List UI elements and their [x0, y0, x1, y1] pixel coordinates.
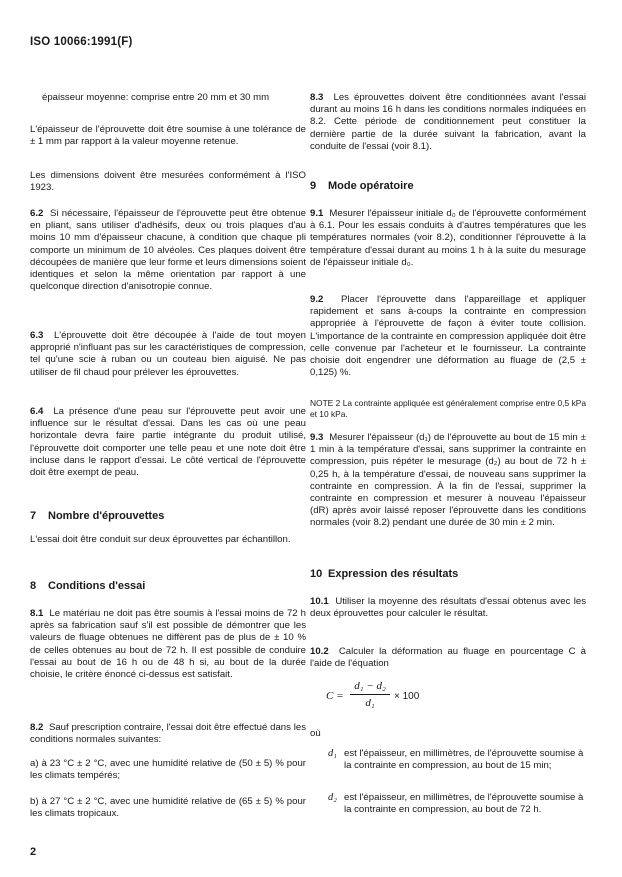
tolerance-paragraph: L'épaisseur de l'éprouvette doit être soumise à une tolérance de ± 1 mm par rapport à la valeur moyenne retenue.: [30, 124, 306, 148]
clause-8-3: [310, 92, 586, 153]
section-title: Expression des résultats: [328, 568, 459, 580]
definition-text: est l'épaisseur, en millimètres, de l'éprouvette soumise à la contrainte en compression, au bout de 72 h.: [344, 792, 584, 816]
note-2: NOTE 2 La contrainte appliquée est généralement comprise entre 0,5 kPa et 10 kPa.: [310, 398, 586, 419]
section-number: 9: [310, 180, 317, 192]
clause-number: 9.2: [310, 294, 324, 305]
section-9-heading: [310, 180, 586, 192]
clause-number: 8.3: [310, 92, 324, 103]
page-number: 2: [30, 846, 37, 858]
where-label: où: [310, 728, 321, 739]
clause-text: Calculer la déformation au fluage en pourcentage C à l'aide de l'équation: [310, 646, 586, 670]
clause-text: Le matériau ne doit pas être soumis à l'essai moins de 72 h après sa fabrication sauf s'il est possible de démontrer que les valeurs de fluage obtenues ne diffèrent pas de plus de ± 10 % de celles obtenues au bout de 72 h. Il est possible de conduire l'essai au bout de 16 h ou de 48 h si, au bout de la durée choisie, le critère énoncé ci-dessus est satisfait.: [30, 608, 306, 681]
clause-number: 10.1: [310, 596, 329, 607]
clause-10-1: [310, 596, 586, 620]
clause-number: 9.3: [310, 432, 324, 443]
clause-text: Les éprouvettes doivent être conditionnées avant l'essai durant au moins 16 h dans les conditions normales indiquées en 8.2. Cette période de conditionnement peut constituer la dernière partie de la durée suivant la fabrication, avant la conduite de l'essai (voir 8.1).: [310, 92, 586, 152]
formula-rhs: × 100: [394, 691, 420, 702]
clause-10-2: [310, 646, 586, 670]
clause-6-4: [30, 406, 306, 479]
definition-text: est l'épaisseur, en millimètres, de l'éprouvette soumise à la contrainte en compression, au bout de 15 min;: [344, 748, 584, 772]
clause-text: Sauf prescription contraire, l'essai doit être effectué dans les conditions normales suivantes:: [30, 722, 306, 746]
clause-9-2: [310, 294, 586, 379]
section-8-heading: [30, 580, 306, 592]
clause-number: 6.3: [30, 330, 44, 341]
formula-denominator: d₁: [365, 697, 375, 710]
definition-d2: [310, 792, 586, 832]
section-number: 10: [310, 568, 323, 580]
clause-text: Si nécessaire, l'épaisseur de l'éprouvette peut être obtenue en pliant, sans utiliser d'adhésifs, deux ou trois plaques d'au moins 10 mm d'épaisseur chacune, à condition que chaque pli comporte un minimum de 10 alvéoles. Ces plaques doivent être découpées de manière que leur forme et leurs dimensions soient identiques et selon la même orientation par rapport à une quelconque direction d'anisotropie connue.: [30, 208, 306, 293]
clause-text: Utiliser la moyenne des résultats d'essai obtenus avec les deux éprouvettes pour calculer le résultat.: [310, 596, 586, 620]
definition-symbol: d₂: [328, 792, 337, 803]
dimensions-paragraph: Les dimensions doivent être mesurées conformément à l'ISO 1923.: [30, 170, 306, 194]
clause-text: Mesurer l'épaisseur initiale d₀ de l'éprouvette conformément à 6.1. Pour les essais conduits à d'autres températures que les températures normales (voir 8.2), conditionner l'éprouvette à la température d'essai durant au moins 1 h à la suite du mesurage de l'épaisseur initiale d₀.: [310, 208, 586, 268]
clause-number: 8.2: [30, 722, 44, 733]
clause-9-1: [310, 208, 586, 269]
section-title: Nombre d'éprouvettes: [48, 510, 165, 522]
section-7-text: L'essai doit être conduit sur deux éprouvettes par échantillon.: [30, 534, 291, 545]
clause-number: 9.1: [310, 208, 324, 219]
clause-8-1: [30, 608, 306, 681]
section-title: Conditions d'essai: [48, 580, 146, 592]
section-number: 8: [30, 580, 37, 592]
section-10-heading: [310, 568, 586, 580]
clause-number: 6.4: [30, 406, 44, 417]
clause-text: Mesurer l'épaisseur (d₁) de l'éprouvette au bout de 15 min ± 1 min à la température d'essai, sans supprimer la contrainte en compression, puis répéter le mesurage (d₂) au bout de 72 h ± 0,25 h, à la température d'essai, de nouveau sans supprimer la contrainte en compression. À la fin de l'essai, supprimer la contrainte en compression et mesurer à nouveau l'épaisseur (dR) après avoir laissé reposer l'éprouvette dans les conditions normales (voir 8.2) pendant une durée de 30 min ± 2 min.: [310, 432, 586, 529]
clause-6-3: [30, 330, 306, 379]
formula-lhs: C =: [326, 690, 344, 702]
definition-symbol: d₁: [328, 748, 337, 759]
creep-formula: [310, 680, 586, 720]
clause-number: 8.1: [30, 608, 44, 619]
clause-text: Placer l'éprouvette dans l'appareillage et appliquer rapidement et sans à-coups la contrainte en compression appropriée à l'éprouvette de façon à éviter toute collision. L'importance de la contrainte en compression appliquée doit être celle convenue par l'acheteur et le fournisseur. La contrainte choisie doit engendrer une déformation au fluage de (2,5 ± 0,125) %.: [310, 294, 586, 379]
clause-8-2: [30, 722, 306, 746]
formula-numerator: d₁ − d₂: [350, 680, 390, 695]
formula-fraction: [350, 680, 390, 709]
condition-item-b: b) à 27 °C ± 2 °C, avec une humidité relative de (65 ± 5) % pour les climats tropicaux.: [30, 796, 306, 820]
clause-text: La présence d'une peau sur l'éprouvette peut avoir une influence sur le résultat d'essai. Dans les cas où une peau horizontale devra faire partie intégrante du produit utilisé, l'éprouvette doit comporter une telle peau et une note doit être incluse dans le rapport d'essai. Le côté vertical de l'éprouvette doit être exempt de peau.: [30, 406, 306, 479]
section-title: Mode opératoire: [328, 180, 414, 192]
clause-6-2: [30, 208, 306, 293]
clause-9-3: [310, 432, 586, 530]
definition-d1: [310, 748, 586, 788]
clause-number: 6.2: [30, 208, 44, 219]
section-7-heading: [30, 510, 306, 522]
clause-text: L'éprouvette doit être découpée à l'aide de tout moyen approprié n'influant pas sur les caractéristiques de compression, tel qu'une scie à ruban ou un couteau bien aiguisé. Ne pas utiliser de fil chaud pour prélever les éprouvettes.: [30, 330, 306, 378]
thickness-item-continued: épaisseur moyenne: comprise entre 20 mm et 30 mm: [42, 92, 270, 103]
section-number: 7: [30, 510, 37, 522]
document-header: ISO 10066:1991(F): [30, 36, 133, 48]
clause-number: 10.2: [310, 646, 329, 657]
condition-item-a: a) à 23 °C ± 2 °C, avec une humidité relative de (50 ± 5) % pour les climats tempérés;: [30, 758, 306, 782]
